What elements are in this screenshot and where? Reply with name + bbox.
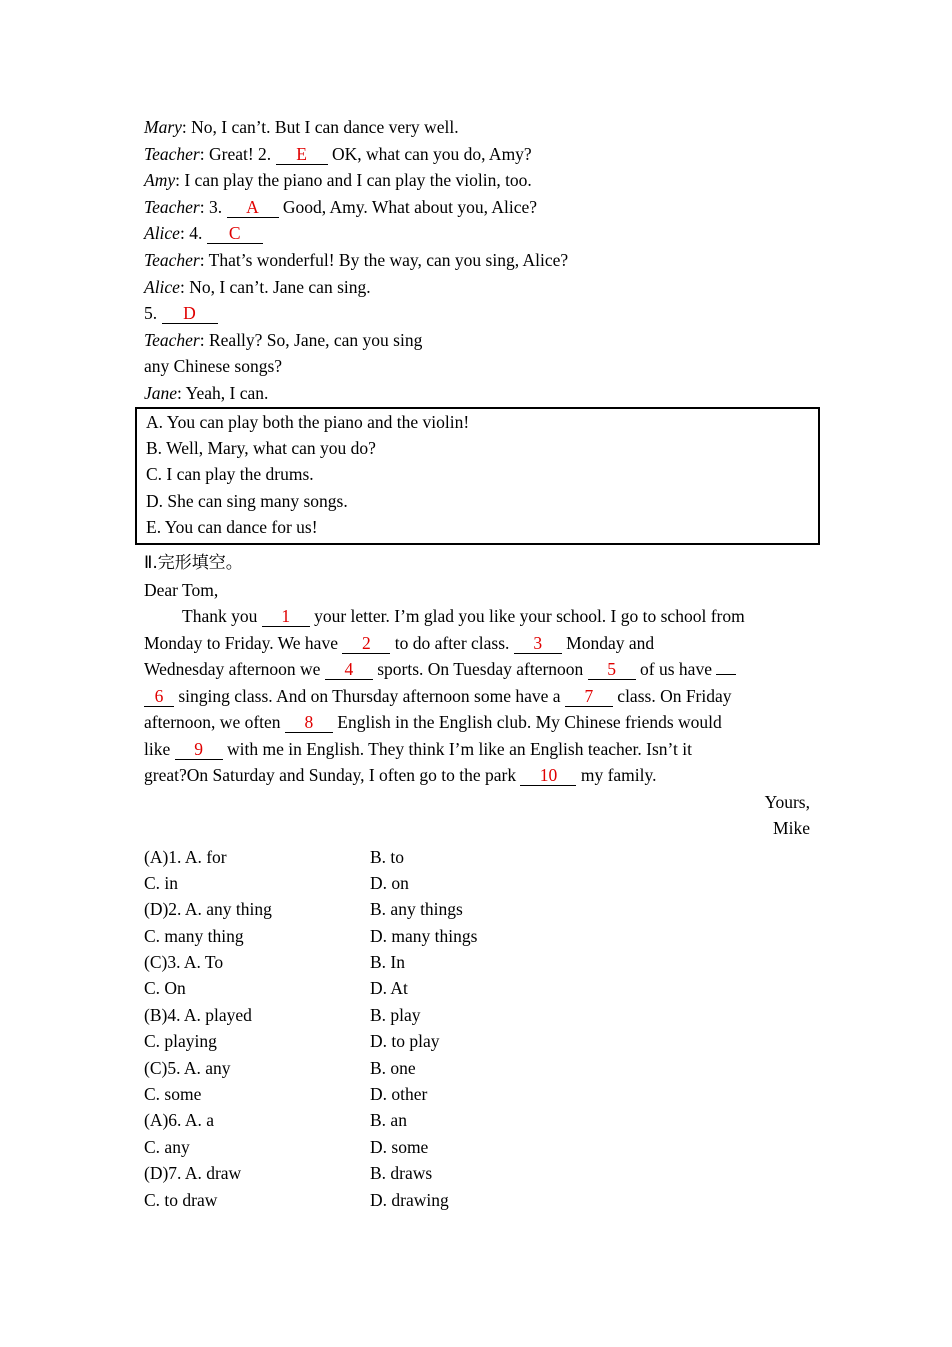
answer-blank: C bbox=[207, 223, 263, 244]
cloze-blank: 4 bbox=[325, 659, 373, 680]
letter-line: like 9 with me in English. They think I’m like an English teacher. Isn’t it bbox=[144, 738, 692, 759]
letter-line: great?On Saturday and Sunday, I often go to the park 10 my family. bbox=[144, 765, 657, 786]
options-box bbox=[135, 407, 820, 545]
letter-greeting: Dear Tom, bbox=[144, 579, 219, 600]
worksheet-page bbox=[144, 114, 810, 1213]
cloze-blank: 7 bbox=[565, 686, 613, 707]
option-item: C. I can play the drums. bbox=[146, 464, 314, 485]
option-item: A. You can play both the piano and the violin! bbox=[146, 411, 470, 432]
letter-line: Wednesday afternoon we 4 sports. On Tuesday afternoon 5 of us have bbox=[144, 656, 810, 683]
dialogue-line: 5. D bbox=[144, 300, 810, 327]
letter-line: 6 singing class. And on Thursday afternoon some have a 7 class. On Friday bbox=[144, 683, 810, 710]
question-row: (D)2. A. any thing B. any things bbox=[144, 899, 463, 920]
answer-blank: D bbox=[162, 303, 218, 324]
letter-line: afternoon, we often 8 English in the English club. My Chinese friends would bbox=[144, 712, 722, 733]
letter-signature: Mike bbox=[773, 818, 810, 839]
question-row: (C)3. A. To B. In bbox=[144, 952, 405, 973]
letter-line: Thank you 1 your letter. I’m glad you like your school. I go to school from bbox=[182, 606, 745, 627]
question-row: C. any D. some bbox=[144, 1136, 429, 1157]
dialogue-line: Teacher: Really? So, Jane, can you sing bbox=[144, 329, 423, 350]
answer-blank: A bbox=[227, 197, 279, 218]
dialogue-line: Teacher: That’s wonderful! By the way, can you sing, Alice? bbox=[144, 249, 569, 270]
dialogue bbox=[144, 114, 810, 407]
cloze-blank: 3 bbox=[514, 633, 562, 654]
option-item: B. Well, Mary, what can you do? bbox=[146, 437, 376, 458]
cloze-blank: 1 bbox=[262, 606, 310, 627]
cloze-blank: 2 bbox=[342, 633, 390, 654]
cloze-blank bbox=[716, 674, 736, 675]
option-item: E. You can dance for us! bbox=[146, 517, 318, 538]
dialogue-line: Alice: No, I can’t. Jane can sing. bbox=[144, 276, 371, 297]
question-row: (D)7. A. draw B. draws bbox=[144, 1163, 433, 1184]
question-row: (C)5. A. any B. one bbox=[144, 1057, 416, 1078]
letter-closing: Yours, bbox=[764, 791, 810, 812]
dialogue-line: Jane: Yeah, I can. bbox=[144, 382, 269, 403]
cloze-blank: 5 bbox=[588, 659, 636, 680]
cloze-blank: 8 bbox=[285, 712, 333, 733]
question-row: (A)6. A. a B. an bbox=[144, 1110, 407, 1131]
cloze-blank: 6 bbox=[144, 686, 174, 707]
section-title: Ⅱ.完形填空。 bbox=[144, 552, 243, 573]
question-row: (B)4. A. played B. play bbox=[144, 1004, 421, 1025]
dialogue-line: Alice: 4. C bbox=[144, 220, 810, 247]
question-row: C. some D. other bbox=[144, 1084, 428, 1105]
question-row: (A)1. A. for B. to bbox=[144, 846, 405, 867]
question-row: C. in D. on bbox=[144, 872, 409, 893]
dialogue-line: Mary: No, I can’t. But I can dance very well. bbox=[144, 117, 459, 137]
letter-line: Monday to Friday. We have 2 to do after class. 3 Monday and bbox=[144, 632, 655, 653]
dialogue-line: Amy: I can play the piano and I can play the violin, too. bbox=[144, 170, 532, 191]
letter bbox=[144, 577, 810, 842]
question-row: C. many thing D. many things bbox=[144, 925, 478, 946]
question-row: C. playing D. to play bbox=[144, 1031, 440, 1052]
cloze-blank: 9 bbox=[175, 739, 223, 760]
question-list bbox=[144, 844, 810, 1213]
question-row: C. On D. At bbox=[144, 978, 408, 999]
option-item: D. She can sing many songs. bbox=[146, 490, 348, 511]
answer-blank: E bbox=[276, 144, 328, 165]
dialogue-line: any Chinese songs? bbox=[144, 356, 283, 377]
dialogue-line: Teacher: 3. A Good, Amy. What about you, Alice? bbox=[144, 196, 538, 217]
dialogue-line: Teacher: Great! 2. E OK, what can you do, Amy? bbox=[144, 143, 532, 164]
question-row: C. to draw D. drawing bbox=[144, 1189, 449, 1210]
cloze-blank: 10 bbox=[520, 765, 576, 786]
